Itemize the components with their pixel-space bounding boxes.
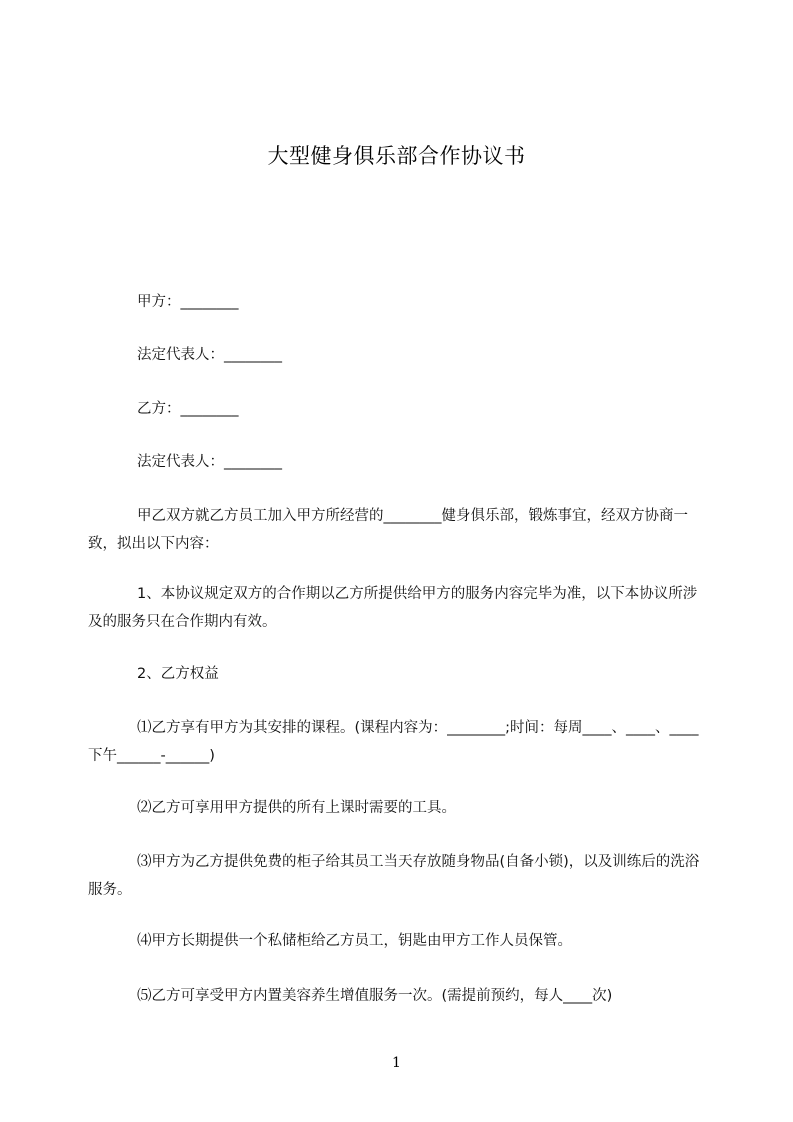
document-title: 大型健身俱乐部合作协议书	[267, 144, 526, 168]
party-a-representative-line: 法定代表人：________	[137, 347, 282, 363]
clause-2-item-2: ⑵乙方可享用甲方提供的所有上课时需要的工具。	[137, 800, 456, 816]
clause-2-heading: 2、乙方权益	[137, 666, 219, 682]
page-number: 1	[392, 1055, 401, 1071]
intro-paragraph: 甲乙双方就乙方员工加入甲方所经营的________健身俱乐部，锻炼事宜，经双方协商一致，拟出以下内容：	[88, 508, 688, 552]
party-a-line: 甲方：________	[137, 294, 239, 310]
party-b-line: 乙方：________	[137, 401, 239, 417]
clause-1-paragraph: 1、本协议规定双方的合作期以乙方所提供给甲方的服务内容完毕为准，以下本协议所涉及的服务只在合作期内有效。	[88, 586, 698, 630]
clause-2-item-4: ⑷甲方长期提供一个私储柜给乙方员工，钥匙由甲方工作人员保管。	[137, 933, 572, 949]
clause-2-item-3: ⑶甲方为乙方提供免费的柜子给其员工当天存放随身物品(自备小锁)，以及训练后的洗浴服务。	[88, 854, 700, 898]
clause-2-item-1: ⑴乙方享有甲方为其安排的课程。(课程内容为：________;时间：每周____、____、____下午______-______)	[88, 720, 699, 764]
party-b-representative-line: 法定代表人：________	[137, 454, 282, 470]
clause-2-item-5: ⑸乙方可享受甲方内置美容养生增值服务一次。(需提前预约，每人____次)	[137, 988, 613, 1004]
